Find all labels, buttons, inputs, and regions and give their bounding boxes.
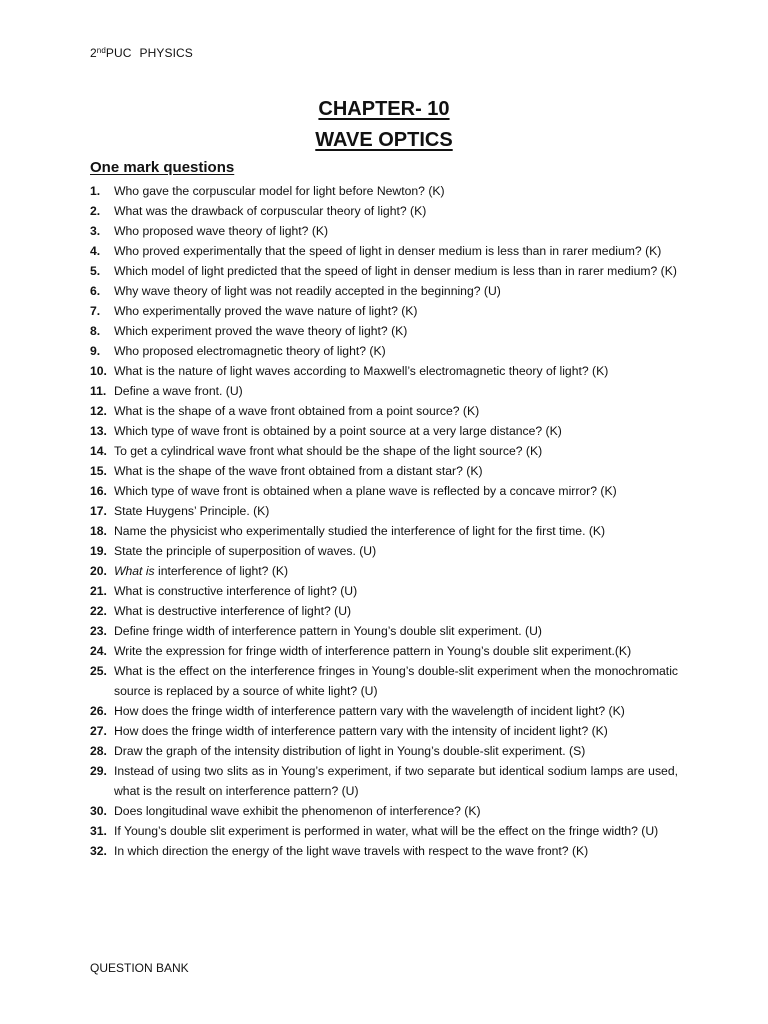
question-number: 21. [90, 584, 107, 598]
question-item [90, 321, 678, 341]
question-item [90, 421, 678, 441]
grade-suffix: nd [96, 46, 106, 55]
question-item [90, 801, 678, 821]
question-number: 14. [90, 444, 107, 458]
question-text: Does longitudinal wave exhibit the phenomenon of interference? (K) [114, 804, 481, 818]
question-number: 32. [90, 844, 107, 858]
question-number: 9. [90, 344, 101, 358]
question-text: Which type of wave front is obtained when a plane wave is reflected by a concave mirror? (K) [114, 484, 617, 498]
question-text-rest: interference of light? (K) [154, 564, 289, 578]
question-text: Which type of wave front is obtained by a point source at a very large distance? (K) [114, 424, 562, 438]
question-number: 11. [90, 384, 107, 398]
question-item [90, 341, 678, 361]
subject-label: PHYSICS [139, 46, 193, 60]
question-item [90, 581, 678, 601]
question-number: 6. [90, 284, 101, 298]
question-number: 13. [90, 424, 107, 438]
question-item [90, 501, 678, 521]
question-text: Instead of using two slits as in Young’s experiment, if two separate but identical sodium lamps are used, what is the result on interference pattern? (U) [114, 764, 678, 798]
question-item [90, 261, 678, 281]
question-number: 17. [90, 504, 107, 518]
page-footer: QUESTION BANK [90, 961, 189, 975]
page-header [90, 46, 193, 60]
question-text: In which direction the energy of the light wave travels with respect to the wave front? (K) [114, 844, 589, 858]
question-item [90, 621, 678, 641]
question-number: 15. [90, 464, 107, 478]
question-text: What is constructive interference of light? (U) [114, 584, 358, 598]
question-item [90, 761, 678, 801]
question-item [90, 401, 678, 421]
question-item [90, 601, 678, 621]
question-text: Name the physicist who experimentally studied the interference of light for the first time. (K) [114, 524, 606, 538]
question-text: Which experiment proved the wave theory of light? (K) [114, 324, 408, 338]
question-number: 26. [90, 704, 107, 718]
question-list [90, 181, 678, 861]
title-block [0, 94, 768, 156]
question-item [90, 701, 678, 721]
question-number: 1. [90, 184, 101, 198]
question-text: What was the drawback of corpuscular theory of light? (K) [114, 204, 427, 218]
question-text: What is the nature of light waves according to Maxwell’s electromagnetic theory of light? (K) [114, 364, 609, 378]
chapter-title: CHAPTER- 10 [318, 98, 450, 120]
question-item [90, 721, 678, 741]
chapter-name: WAVE OPTICS [315, 129, 453, 151]
question-text: What is the shape of a wave front obtained from a point source? (K) [114, 404, 480, 418]
question-item [90, 181, 678, 201]
question-item [90, 841, 678, 861]
question-item [90, 221, 678, 241]
question-text: Which model of light predicted that the speed of light in denser medium is less than in rarer medium? (K) [114, 264, 677, 278]
question-text: Who proposed wave theory of light? (K) [114, 224, 329, 238]
question-item [90, 281, 678, 301]
question-item [90, 241, 678, 261]
question-number: 20. [90, 564, 107, 578]
question-number: 8. [90, 324, 101, 338]
question-text: To get a cylindrical wave front what should be the shape of the light source? (K) [114, 444, 543, 458]
question-italic-text: What is [114, 564, 155, 578]
question-text: Who gave the corpuscular model for light before Newton? (K) [114, 184, 445, 198]
question-number: 18. [90, 524, 107, 538]
question-text: Why wave theory of light was not readily accepted in the beginning? (U) [114, 284, 501, 298]
question-text: What is the effect on the interference fringes in Young’s double-slit experiment when the monochromatic source is replaced by a source of white light? (U) [114, 664, 678, 698]
question-number: 3. [90, 224, 101, 238]
question-number: 28. [90, 744, 107, 758]
question-item [90, 381, 678, 401]
question-text: How does the fringe width of interference pattern vary with the wavelength of incident light? (K) [114, 704, 625, 718]
question-number: 12. [90, 404, 107, 418]
question-text: What is the shape of the wave front obtained from a distant star? (K) [114, 464, 483, 478]
question-item [90, 541, 678, 561]
question-text: Draw the graph of the intensity distribution of light in Young’s double-slit experiment. (S) [114, 744, 586, 758]
question-text [114, 564, 288, 578]
question-number: 31. [90, 824, 107, 838]
question-item [90, 641, 678, 661]
question-item [90, 361, 678, 381]
question-item [90, 461, 678, 481]
question-item [90, 301, 678, 321]
question-number: 4. [90, 244, 101, 258]
question-item [90, 441, 678, 461]
question-number: 24. [90, 644, 107, 658]
question-number: 5. [90, 264, 101, 278]
question-number: 23. [90, 624, 107, 638]
question-number: 30. [90, 804, 107, 818]
question-text: Who experimentally proved the wave nature of light? (K) [114, 304, 418, 318]
question-text: State the principle of superposition of waves. (U) [114, 544, 377, 558]
question-number: 10. [90, 364, 107, 378]
question-number: 2. [90, 204, 101, 218]
question-text: Write the expression for fringe width of interference pattern in Young’s double slit experiment.(K) [114, 644, 632, 658]
grade-number: 2 [90, 46, 97, 60]
question-number: 25. [90, 664, 107, 678]
section-heading: One mark questions [90, 159, 235, 176]
question-item [90, 521, 678, 541]
question-item [90, 201, 678, 221]
question-text: Define a wave front. (U) [114, 384, 243, 398]
question-text: State Huygens’ Principle. (K) [114, 504, 270, 518]
grade-rest: PUC [105, 46, 132, 60]
question-text: Who proved experimentally that the speed of light in denser medium is less than in rarer medium? (K) [114, 244, 662, 258]
question-number: 29. [90, 764, 107, 778]
question-number: 7. [90, 304, 101, 318]
question-text: Who proposed electromagnetic theory of light? (K) [114, 344, 386, 358]
question-text: How does the fringe width of interference pattern vary with the intensity of incident light? (K) [114, 724, 608, 738]
question-text: If Young’s double slit experiment is performed in water, what will be the effect on the fringe width? (U) [114, 824, 659, 838]
question-item [90, 481, 678, 501]
question-text: Define fringe width of interference pattern in Young’s double slit experiment. (U) [114, 624, 542, 638]
question-item [90, 561, 678, 581]
question-number: 16. [90, 484, 107, 498]
question-text: What is destructive interference of light? (U) [114, 604, 352, 618]
question-item [90, 741, 678, 761]
question-item [90, 821, 678, 841]
question-number: 27. [90, 724, 107, 738]
question-number: 19. [90, 544, 107, 558]
question-number: 22. [90, 604, 107, 618]
question-item [90, 661, 678, 701]
